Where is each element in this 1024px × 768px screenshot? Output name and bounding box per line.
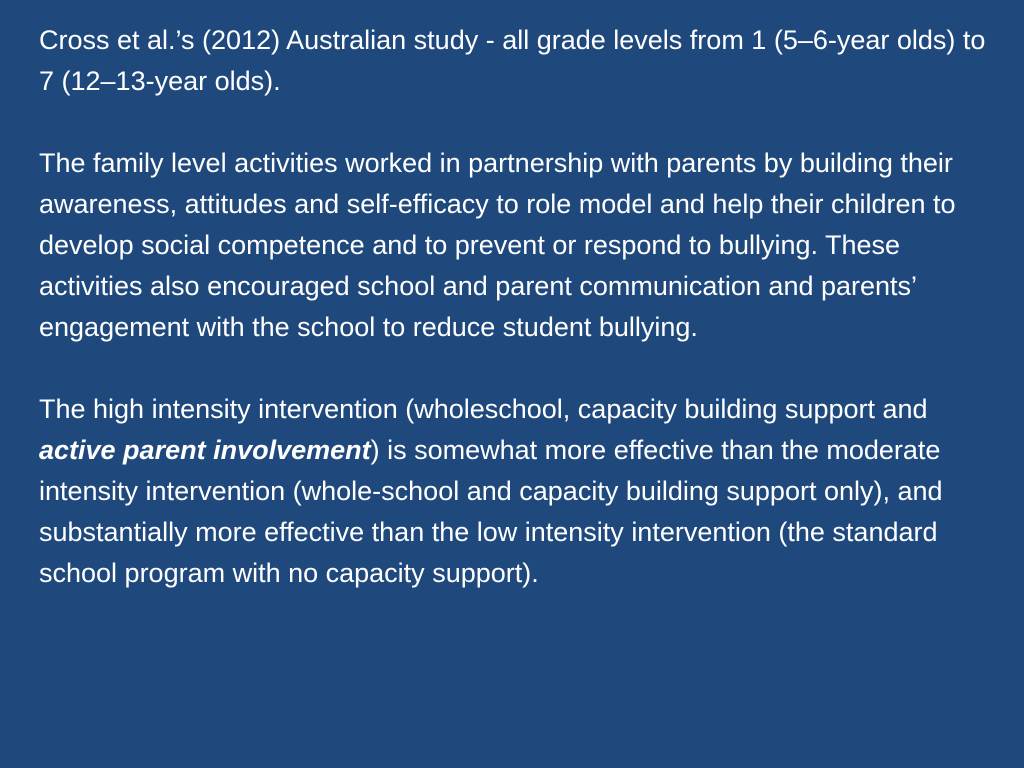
intervention-text-after: ) is somewhat more effective than the moderate intensity intervention (whole-school and capacity building support only), and substantially more effective than the low intensity intervention (the standard school program with no capacity support). bbox=[39, 435, 943, 588]
family-activities-paragraph: The family level activities worked in partnership with parents by building their awareness, attitudes and self-efficacy to role model and help their children to develop social competence and to prevent or respond to bullying. These activities also encouraged school and parent communication and parents’ engagement with the school to reduce student bullying. bbox=[39, 148, 956, 342]
study-intro-paragraph: Cross et al.’s (2012) Australian study - all grade levels from 1 (5–6-year olds) to 7 (12–13-year olds). bbox=[39, 25, 986, 96]
paragraph-spacer bbox=[39, 348, 999, 389]
active-parent-involvement-emphasis: active parent involvement bbox=[39, 435, 371, 465]
paragraph-spacer bbox=[39, 102, 999, 143]
slide-text-body bbox=[39, 20, 999, 594]
intervention-text-before: The high intensity intervention (wholeschool, capacity building support and bbox=[39, 394, 928, 424]
intervention-effectiveness-paragraph bbox=[39, 389, 999, 594]
